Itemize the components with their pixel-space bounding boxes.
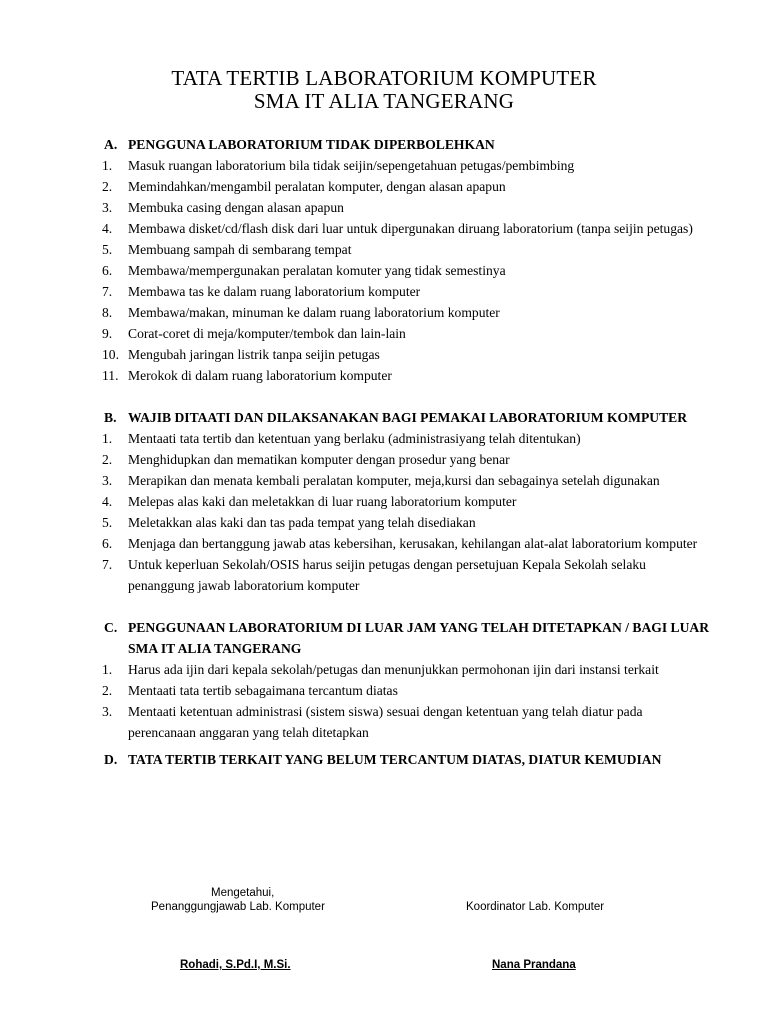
section-letter: D. <box>104 752 118 767</box>
list-item: 5. Membuang sampah di sembarang tempat <box>102 242 352 257</box>
section-d-heading <box>102 749 712 770</box>
list-item: 4. Membawa disket/cd/flash disk dari luar untuk dipergunakan diruang laboratorium (tanpa seijin petugas) <box>102 221 693 236</box>
section-letter: A. <box>104 137 118 152</box>
list-item: 1. Mentaati tata tertib dan ketentuan yang berlaku (administrasiyang telah ditentukan) <box>102 431 581 446</box>
list-item: 7. Untuk keperluan Sekolah/OSIS harus seijin petugas dengan persetujuan Kepala Sekolah selaku penanggung jawab laboratorium komputer <box>102 557 646 593</box>
section-c-heading <box>102 617 712 659</box>
acknowledged-label: Mengetahui, <box>211 887 275 899</box>
left-signatory-role: Penanggungjawab Lab. Komputer <box>151 901 325 913</box>
list-item: 2. Menghidupkan dan mematikan komputer dengan prosedur yang benar <box>102 452 510 467</box>
list-item: 11. Merokok di dalam ruang laboratorium komputer <box>102 368 392 383</box>
list-item: 6. Menjaga dan bertanggung jawab atas kebersihan, kerusakan, kehilangan alat-alat laboratorium komputer <box>102 536 698 551</box>
section-letter: C. <box>104 620 118 635</box>
list-item: 2. Memindahkan/mengambil peralatan komputer, dengan alasan apapun <box>102 179 506 194</box>
list-item: 1. Harus ada ijin dari kepala sekolah/petugas dan menunjukkan permohonan ijin dari instansi terkait <box>102 662 659 677</box>
section-letter: B. <box>104 410 117 425</box>
page-title: TATA TERTIB LABORATORIUM KOMPUTER <box>171 66 597 90</box>
list-item: 7. Membawa tas ke dalam ruang laboratorium komputer <box>102 284 421 299</box>
section-a-heading <box>102 134 712 155</box>
list-item: 5. Meletakkan alas kaki dan tas pada tempat yang telah disediakan <box>102 515 476 530</box>
list-item: 9. Corat-coret di meja/komputer/tembok dan lain-lain <box>102 326 406 341</box>
rules-body <box>102 134 712 770</box>
list-item: 2. Mentaati tata tertib sebagaimana tercantum diatas <box>102 683 398 698</box>
section-heading-text: PENGGUNAAN LABORATORIUM DI LUAR JAM YANG TELAH DITETAPKAN / BAGI LUAR SMA IT ALIA TANGERANG <box>128 620 710 656</box>
list-item: 8. Membawa/makan, minuman ke dalam ruang laboratorium komputer <box>102 305 500 320</box>
list-item: 3. Merapikan dan menata kembali peralatan komputer, meja,kursi dan sebagainya setelah digunakan <box>102 473 660 488</box>
section-b-heading <box>102 407 712 428</box>
list-item: 6. Membawa/mempergunakan peralatan komuter yang tidak semestinya <box>102 263 506 278</box>
section-heading-text: TATA TERTIB TERKAIT YANG BELUM TERCANTUM DIATAS, DIATUR KEMUDIAN <box>128 752 662 767</box>
list-item: 3. Membuka casing dengan alasan apapun <box>102 200 344 215</box>
list-item: 10. Mengubah jaringan listrik tanpa seijin petugas <box>102 347 380 362</box>
left-signatory-name: Rohadi, S.Pd.I, M.Si. <box>180 959 291 971</box>
list-item: 4. Melepas alas kaki dan meletakkan di luar ruang laboratorium komputer <box>102 494 517 509</box>
section-heading-text: PENGGUNA LABORATORIUM TIDAK DIPERBOLEHKAN <box>128 137 495 152</box>
right-signatory-name: Nana Prandana <box>492 959 576 971</box>
right-signatory-role: Koordinator Lab. Komputer <box>466 901 605 913</box>
list-item: 1. Masuk ruangan laboratorium bila tidak seijin/sepengetahuan petugas/pembimbing <box>102 158 575 173</box>
page-subtitle: SMA IT ALIA TANGERANG <box>253 89 515 113</box>
section-heading-text: WAJIB DITAATI DAN DILAKSANAKAN BAGI PEMAKAI LABORATORIUM KOMPUTER <box>128 410 688 425</box>
list-item: 3. Mentaati ketentuan administrasi (sistem siswa) sesuai dengan ketentuan yang telah diatur pada perencanaan anggaran yang telah ditetapkan <box>102 704 643 740</box>
